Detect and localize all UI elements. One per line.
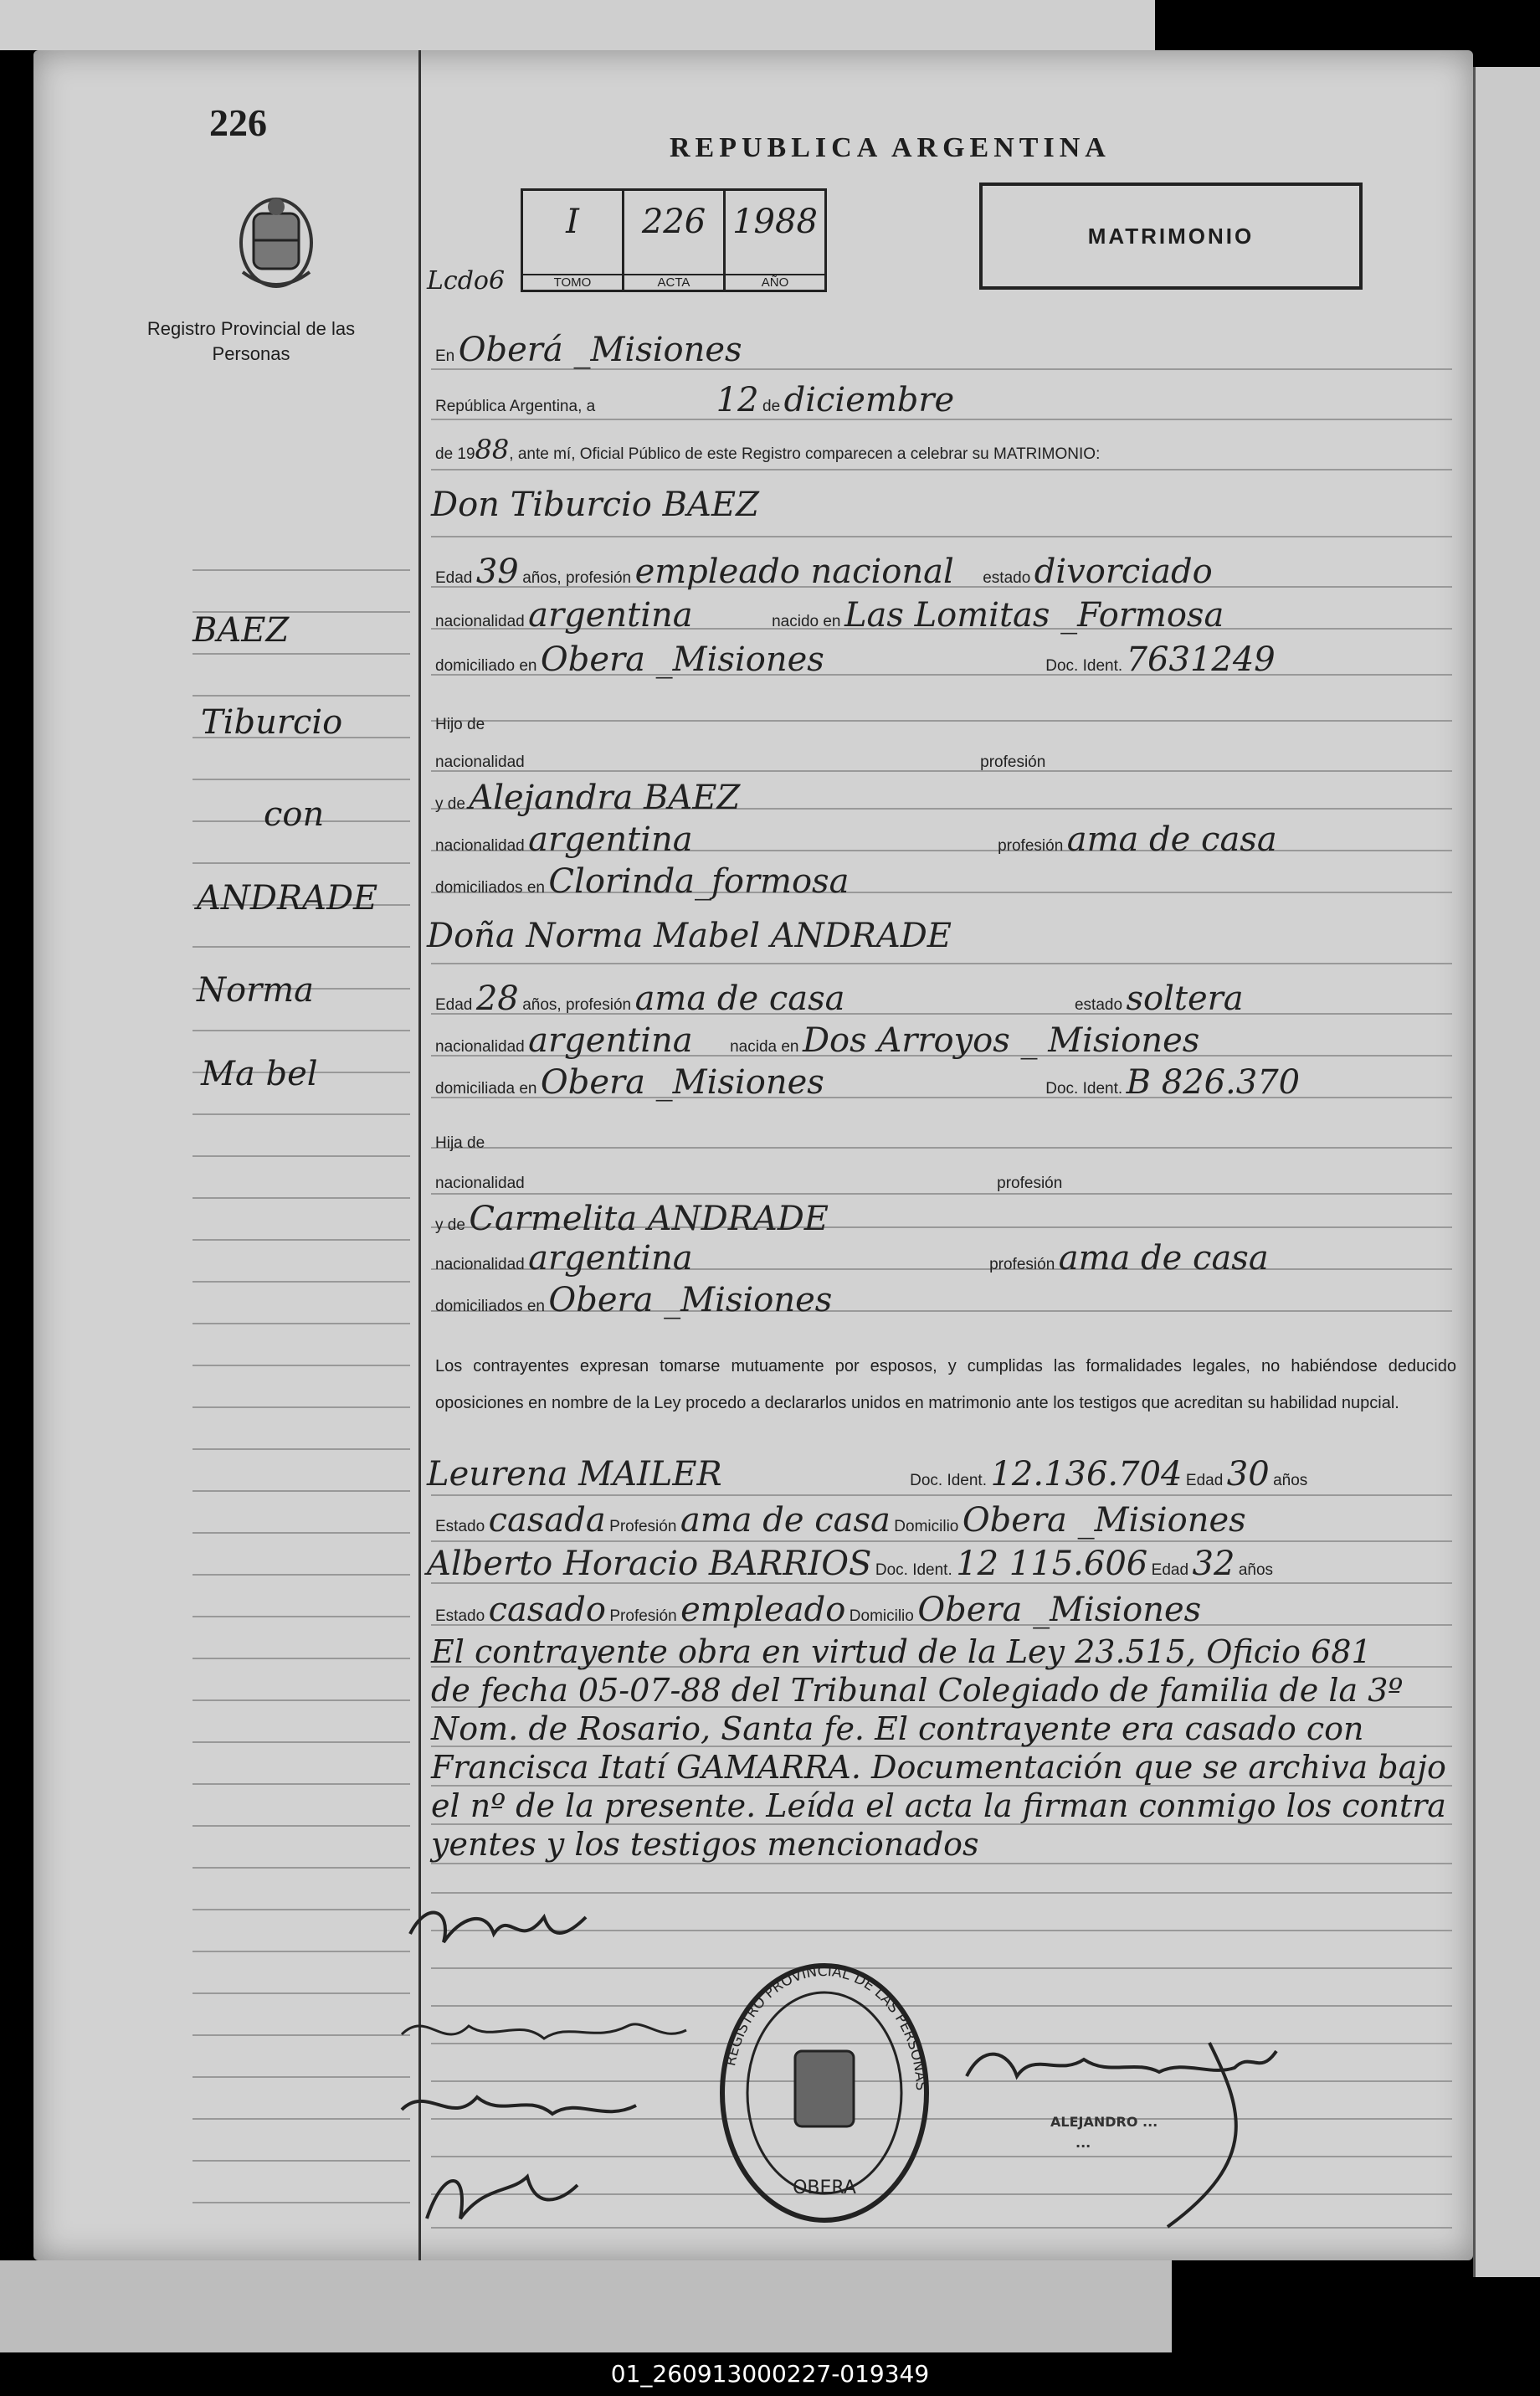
de-19-label: de 19	[435, 445, 475, 463]
en-label: En	[435, 347, 455, 365]
intro-closing: , ante mí, Oficial Público de este Registro comparecen a celebrar su MATRIMONIO:	[509, 445, 1101, 463]
book-edge-right	[1473, 67, 1540, 2277]
witness-1-status: casada	[488, 1501, 606, 1540]
nacionalidad-label: nacionalidad	[435, 1038, 525, 1056]
day-value: 12	[716, 381, 759, 419]
margin-name-2: Tiburcio	[201, 703, 343, 742]
groom-mother-line-2	[435, 820, 1277, 859]
margin-rule-line	[192, 1825, 410, 1827]
record-number-box	[521, 188, 827, 292]
official-stamp	[707, 1955, 942, 2231]
groom-father-line	[435, 753, 1045, 772]
bride-profession: ama de casa	[634, 979, 845, 1018]
witness-1-line-2	[435, 1501, 1246, 1540]
witness-1-address: Obera _Misiones	[962, 1501, 1246, 1540]
margin-rule-line	[192, 1113, 410, 1115]
stamp-ring-text: REGISTRO PROVINCIAL DE LAS PERSONAS	[722, 1962, 930, 2091]
margin-rule-line	[192, 2202, 410, 2203]
form-rule-line	[431, 963, 1452, 964]
bride-mother-line-2	[435, 1239, 1269, 1278]
bride-line-3	[435, 1063, 1300, 1102]
signatures-block	[393, 1884, 745, 2277]
margin-rule-line	[192, 1281, 410, 1283]
doc-label: Doc. Ident.	[1045, 657, 1123, 675]
margin-rule-line	[192, 1909, 410, 1910]
margin-name-6: Ma bel	[201, 1055, 318, 1093]
form-rule-line	[431, 1193, 1452, 1195]
tomo-cell	[523, 191, 624, 290]
bride-doc: B 826.370	[1126, 1063, 1301, 1102]
witness-2-line-2	[435, 1591, 1201, 1629]
note-line: El contrayente obra en virtud de la Ley 23.515, Oficio 681	[431, 1633, 1372, 1670]
groom-parents-address	[435, 862, 849, 901]
form-rule-line	[431, 1494, 1452, 1496]
domiciliados-label: domiciliados en	[435, 879, 545, 897]
official-name-line-2: ...	[1075, 2135, 1091, 2151]
signature-bride	[402, 2024, 686, 2039]
groom-doc: 7631249	[1126, 640, 1276, 679]
margin-rule-line	[192, 1365, 410, 1366]
bride-nationality: argentina	[528, 1021, 693, 1060]
witness-1-doc: 12.136.704	[990, 1455, 1183, 1494]
bride-line-2	[435, 1021, 1199, 1060]
margin-rule-line	[192, 1783, 410, 1785]
witness-2-status: casado	[488, 1591, 606, 1629]
mother-prof-label: profesión	[998, 837, 1064, 855]
margin-rule-line	[192, 1992, 410, 1994]
bride-birthplace: Dos Arroyos _ Misiones	[802, 1021, 1200, 1060]
doc-label: Doc. Ident.	[875, 1561, 952, 1579]
bride-mother-profession: ama de casa	[1058, 1239, 1269, 1278]
margin-rule-line	[192, 1532, 410, 1534]
edad-label: Edad	[1151, 1561, 1189, 1579]
bride-parents-address	[435, 1281, 832, 1319]
margin-rule-line	[192, 1699, 410, 1701]
bride-age: 28	[475, 979, 519, 1018]
bride-mother-line	[435, 1200, 829, 1238]
witness-2-doc: 12 115.606	[956, 1545, 1148, 1583]
groom-status: divorciado	[1034, 553, 1213, 591]
margin-rule-line	[192, 1616, 410, 1617]
margin-name-3: con	[264, 795, 325, 834]
witness-2-line-1	[427, 1545, 1273, 1583]
margin-rule-line	[192, 1951, 410, 1952]
domiciliado-label: domiciliado en	[435, 657, 537, 675]
bride-mother-nationality: argentina	[528, 1239, 693, 1278]
signature-witness-2	[427, 2177, 578, 2219]
margin-rule-line	[192, 1741, 410, 1743]
groom-line-3	[435, 640, 1276, 679]
witness-1-age: 30	[1226, 1455, 1270, 1494]
footer-id: 01_260913000227-019349	[0, 2352, 1540, 2396]
act-type-box: MATRIMONIO	[979, 183, 1363, 290]
witness-2-age: 32	[1192, 1545, 1235, 1583]
margin-name-4: ANDRADE	[197, 879, 378, 918]
witness-2-name: Alberto Horacio BARRIOS	[427, 1545, 872, 1583]
anos-profesion-label: años, profesión	[522, 996, 632, 1014]
bride-status: soltera	[1126, 979, 1244, 1018]
year-value: 88	[475, 434, 510, 465]
profesion-label: Profesión	[609, 1607, 677, 1625]
bride-father-line	[435, 1175, 1062, 1193]
groom-age: 39	[475, 553, 519, 591]
ano-cell	[726, 191, 824, 290]
estado-label: Estado	[435, 1607, 485, 1625]
nacido-label: nacido en	[772, 613, 841, 630]
groom-birthplace: Las Lomitas _Formosa	[844, 596, 1224, 635]
groom-mother-nationality: argentina	[528, 820, 693, 859]
registry-name: Registro Provincial de las Personas	[146, 318, 356, 364]
mother-nac-label: nacionalidad	[435, 1256, 525, 1273]
margin-rule-line	[192, 1030, 410, 1031]
ano-label: AÑO	[726, 274, 824, 290]
estado-label: estado	[1074, 996, 1123, 1014]
mother-prof-label: profesión	[989, 1256, 1055, 1273]
groom-parents-address-value: Clorinda_formosa	[548, 862, 850, 901]
bride-mother: Carmelita ANDRADE	[469, 1200, 829, 1238]
bride-parents-address-value: Obera _Misiones	[548, 1281, 833, 1319]
acta-label: ACTA	[624, 274, 723, 290]
father-nac-label: nacionalidad	[435, 753, 525, 771]
father-prof-label: profesión	[997, 1175, 1063, 1192]
domicilio-label: Domicilio	[894, 1518, 959, 1535]
form-rule-line	[431, 536, 1452, 537]
margin-rule-line	[192, 1574, 410, 1576]
groom-name: Don Tiburcio BAEZ	[431, 486, 759, 524]
witness-2-profession: empleado	[680, 1591, 846, 1629]
groom-mother: Alejandra BAEZ	[469, 779, 741, 817]
margin-rule-line	[192, 2076, 410, 2078]
de-label: de	[762, 398, 781, 415]
margin-rule-line	[192, 569, 410, 571]
coat-of-arms-icon	[230, 188, 322, 297]
intro-line-2	[435, 381, 954, 419]
stamp-emblem-icon	[795, 2051, 854, 2126]
tomo-value: I	[566, 203, 579, 241]
margin-rule-line	[192, 1658, 410, 1659]
intro-line-1	[435, 331, 742, 369]
margin-rule-line	[192, 1867, 410, 1869]
edad-label: Edad	[1185, 1472, 1224, 1489]
margin-rule-line	[192, 946, 410, 948]
estado-label: estado	[983, 569, 1031, 587]
estado-label: Estado	[435, 1518, 485, 1535]
groom-line-2	[435, 596, 1224, 635]
country-header: REPUBLICA ARGENTINA	[670, 132, 1111, 163]
witness-1-line-1	[427, 1455, 1307, 1494]
margin-rule-line	[192, 2160, 410, 2162]
official-name-line-1: ALEJANDRO ...	[1050, 2114, 1158, 2130]
domicilio-label: Domicilio	[849, 1607, 914, 1625]
bride-address: Obera _Misiones	[540, 1063, 824, 1102]
acta-cell	[624, 191, 726, 290]
father-nac-label: nacionalidad	[435, 1175, 525, 1192]
edad-label: Edad	[435, 569, 473, 587]
form-rule-line	[431, 1147, 1452, 1149]
nacida-label: nacida en	[730, 1038, 799, 1056]
margin-rule-line	[192, 1197, 410, 1199]
declaration-text: Los contrayentes expresan tomarse mutuamente por esposos, y cumplidas las formalidades legales, no habiéndose deducido oposiciones en nombre de la Ley procedo a declararlos unidos en matrimonio ante los testigos que acreditan su habilidad nupcial.	[435, 1357, 1456, 1412]
note-line: Nom. de Rosario, Santa fe. El contrayente era casado con	[431, 1710, 1364, 1747]
folio-number: 226	[209, 101, 267, 144]
lcdo-mark: Lcdo6	[427, 266, 506, 296]
witness-1-profession: ama de casa	[680, 1501, 891, 1540]
intro-line-3	[435, 434, 1100, 465]
father-prof-label: profesión	[980, 753, 1046, 771]
groom-profession: empleado nacional	[634, 553, 954, 591]
notes-block	[431, 1632, 1460, 1864]
acta-value: 226	[641, 203, 706, 241]
stamp-bottom-text: OBERA	[793, 2177, 856, 2198]
bride-name: Doña Norma Mabel ANDRADE	[427, 917, 952, 955]
margin-rule-line	[192, 1448, 410, 1450]
groom-mother-line	[435, 779, 740, 817]
margin-rule-line	[192, 2034, 410, 2036]
hija-label: Hija de	[435, 1134, 485, 1152]
margin-rule-line	[192, 2118, 410, 2120]
note-line: de fecha 05-07-88 del Tribunal Colegiado de familia de la 3º	[431, 1672, 1404, 1709]
margin-rule-line	[192, 1406, 410, 1408]
margin-rule-line	[192, 1323, 410, 1324]
nacionalidad-label: nacionalidad	[435, 613, 525, 630]
note-line: yentes y los testigos mencionados	[431, 1826, 979, 1863]
month-value: diciembre	[783, 381, 955, 419]
margin-column	[84, 50, 421, 2260]
signature-witness-1	[402, 2097, 636, 2114]
y-de-label: y de	[435, 1216, 465, 1234]
republica-label: República Argentina, a	[435, 398, 596, 415]
anos-label: años	[1238, 1561, 1274, 1579]
groom-line-1	[435, 553, 1213, 591]
form-rule-line	[431, 1540, 1452, 1542]
margin-rule-line	[192, 695, 410, 697]
edad-label: Edad	[435, 996, 473, 1014]
margin-rule-line	[192, 653, 410, 655]
tomo-label: TOMO	[523, 274, 622, 290]
mother-nac-label: nacionalidad	[435, 837, 525, 855]
doc-label: Doc. Ident.	[910, 1472, 987, 1489]
margin-name-1: BAEZ	[192, 611, 290, 650]
page-edge-top	[0, 0, 1155, 50]
form-rule-line	[431, 469, 1452, 470]
official-signature	[958, 2026, 1410, 2244]
form-rule-line	[431, 720, 1452, 722]
profesion-label: Profesión	[609, 1518, 677, 1535]
place-value: Oberá _Misiones	[458, 331, 742, 369]
document-page	[33, 50, 1473, 2260]
note-line: el nº de la presente. Leída el acta la firman conmigo los contra	[431, 1787, 1446, 1824]
hijo-label: Hijo de	[435, 716, 485, 733]
margin-rule-line	[192, 779, 410, 780]
note-line: Francisca Itatí GAMARRA. Documentación que se archiva bajo	[431, 1749, 1446, 1786]
anos-label: años	[1273, 1472, 1308, 1489]
anos-profesion-label: años, profesión	[522, 569, 632, 587]
margin-rule-line	[192, 1490, 410, 1492]
bride-line-1	[435, 979, 1244, 1018]
groom-address: Obera _Misiones	[540, 640, 824, 679]
margin-rule-line	[192, 1155, 410, 1157]
groom-mother-profession: ama de casa	[1066, 820, 1277, 859]
domiciliada-label: domiciliada en	[435, 1080, 537, 1098]
witness-1-name: Leurena MAILER	[427, 1455, 722, 1494]
margin-rule-line	[192, 1239, 410, 1241]
signature-groom	[410, 1913, 586, 1942]
margin-rule-line	[192, 862, 410, 864]
witness-2-address: Obera _Misiones	[917, 1591, 1202, 1629]
groom-nationality: argentina	[528, 596, 693, 635]
y-de-label: y de	[435, 795, 465, 813]
ano-value: 1988	[732, 203, 818, 241]
domiciliados-label: domiciliados en	[435, 1298, 545, 1315]
doc-label: Doc. Ident.	[1045, 1080, 1123, 1098]
margin-name-5: Norma	[197, 971, 314, 1010]
